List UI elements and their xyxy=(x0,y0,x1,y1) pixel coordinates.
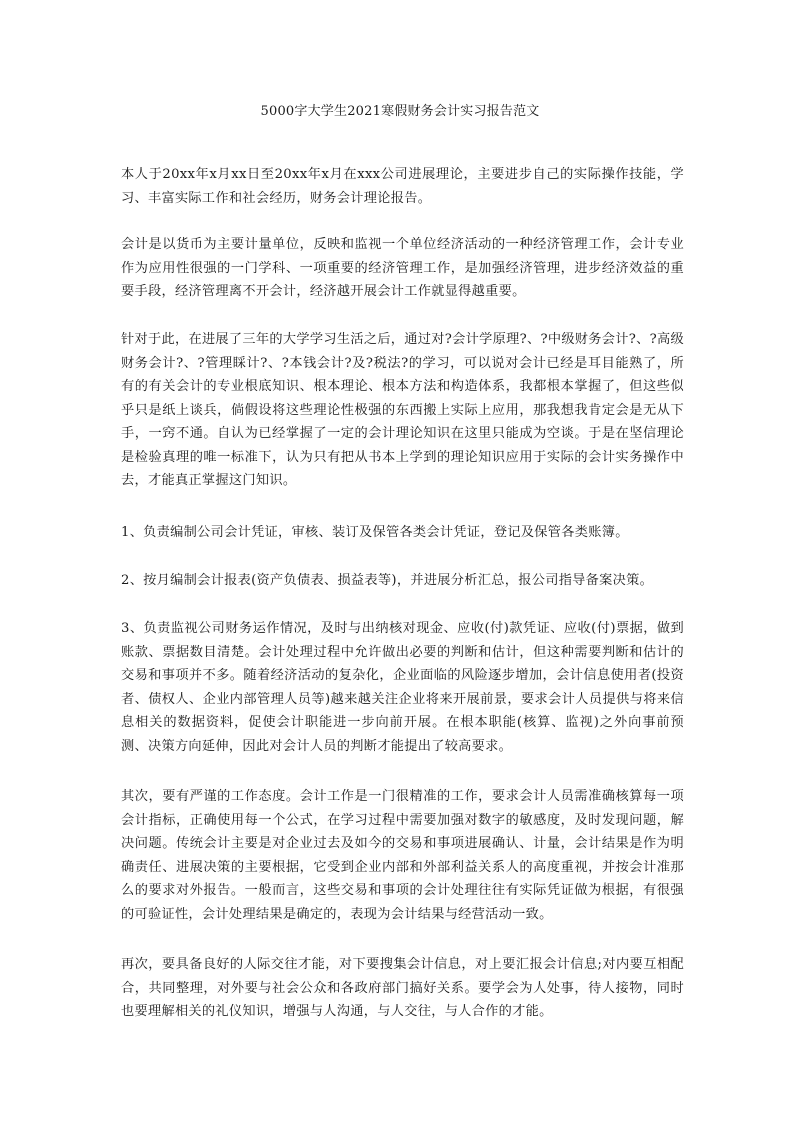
paragraph-study-background: 针对于此，在进展了三年的大学学习生活之后，通过对?会计学原理?、?中级财务会计?、?高级财务会计?、?管理睬计?、?本钱会计?及?税法?的学习，可以说对会计已经是耳目能熟了，所有的有关会计的专业根底知识、根本理论、根本方法和构造体系，我都根本掌握了，但这些似乎只是纸上谈兵，倘假设将这些理论性极强的东西搬上实际上应用，那我想我肯定会是无从下手，一窍不通。自认为已经掌握了一定的会计理论知识在这里只能成为空谈。于是在坚信理论是检验真理的唯一标准下，认为只有把从书本上学到的理论知识应用于实际的会计实务操作中去，才能真正掌握这门知识。 xyxy=(121,332,684,488)
paragraph-duty-3: 3、负责监视公司财务运作情况，及时与出纳核对现金、应收(付)款凭证、应收(付)票据，做到账款、票据数目清楚。会计处理过程中允许做出必要的判断和估计，但这种需要判断和估计的交易和事项并不多。随着经济活动的复杂化，企业面临的风险逐步增加，会计信息使用者(投资者、债权人、企业内部管理人员等)越来越关注企业将来开展前景，要求会计人员提供与将来信息相关的数据资料，促使会计职能进一步向前开展。在根本职能(核算、监视)之外向事前预测、决策方向延伸，因此对会计人员的判断才能提出了较高要求。 xyxy=(121,621,684,754)
paragraph-work-attitude: 其次，要有严谨的工作态度。会计工作是一门很精准的工作，要求会计人员需准确核算每一项会计指标，正确使用每一个公式，在学习过程中需要加强对数字的敏感度，及时发现问题，解决问题。传统会计主要是对企业过去及如今的交易和事项进展确认、计量，会计结果是作为明确责任、进展决策的主要根据，它受到企业内部和外部利益关系人的高度重视，并按会计准那么的要求对外报告。一般而言，这些交易和事项的会计处理往往有实际凭证做为根据，有很强的可验证性，会计处理结果是确定的，表现为会计结果与经营活动一致。 xyxy=(121,789,684,922)
paragraph-intro: 本人于20xx年x月xx日至20xx年x月在xxx公司进展理论，主要进步自己的实际操作技能，学习、丰富实际工作和社会经历，财务会计理论报告。 xyxy=(121,167,684,206)
paragraph-accounting-definition: 会计是以货币为主要计量单位，反映和监视一个单位经济活动的一种经济管理工作，会计专业作为应用性很强的一门学科、一项重要的经济管理工作，是加强经济管理，进步经济效益的重要手段，经济管理离不开会计，经济越开展会计工作就显得越重要。 xyxy=(121,237,684,299)
paragraph-duty-1: 1、负责编制公司会计凭证，审核、装订及保管各类会计凭证，登记及保管各类账簿。 xyxy=(121,525,629,540)
document-title: 5000字大学生2021寒假财务会计实习报告范文 xyxy=(260,104,540,119)
paragraph-interpersonal: 再次，要具备良好的人际交往才能，对下要搜集会计信息，对上要汇报会计信息;对内要互相配合，共同整理，对外要与社会公众和各政府部门搞好关系。要学会为人处事，待人接物，同时也要理解相关的礼仪知识，增强与人沟通，与人交往，与人合作的才能。 xyxy=(121,957,684,1019)
paragraph-duty-2: 2、按月编制会计报表(资产负债表、损益表等)，并进展分析汇总，报公司指导备案决策。 xyxy=(121,573,654,588)
